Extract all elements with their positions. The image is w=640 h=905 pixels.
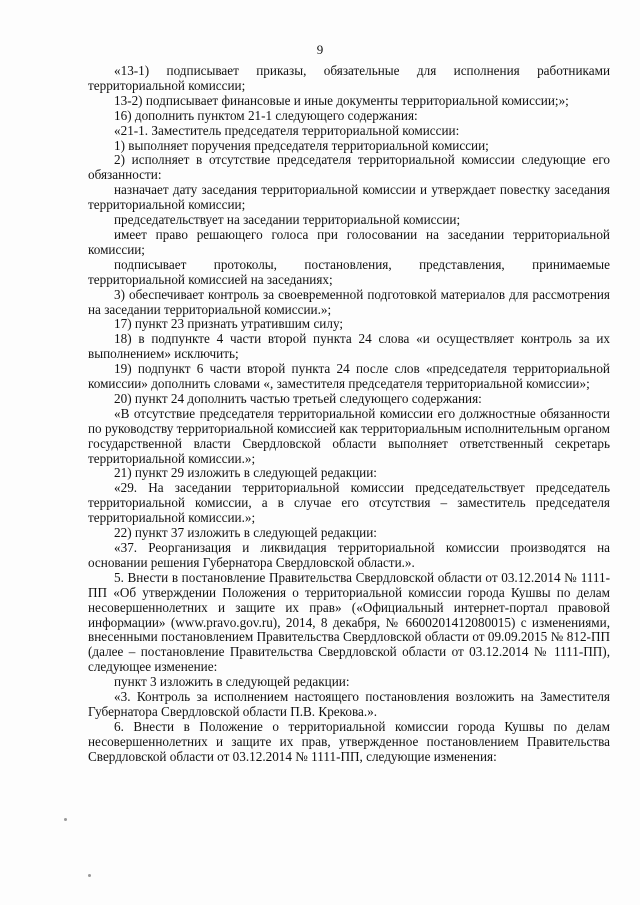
paragraph: 2) исполняет в отсутствие председателя территориальной комиссии следующие его обязанности: xyxy=(88,152,610,183)
paragraph: «29. На заседании территориальной комиссии председательствует председатель территориальной комиссии, а в случае его отсутствия – заместитель председателя территориальной комиссии.»; xyxy=(88,480,610,526)
paragraph: «13-1) подписывает приказы, обязательные для исполнения работниками территориальной комиссии; xyxy=(88,63,610,93)
paragraph: «37. Реорганизация и ликвидация территориальной комиссии производятся на основании решения Губернатора Свердловской области.». xyxy=(88,540,610,570)
paragraph: 1) выполняет поручения председателя территориальной комиссии; xyxy=(114,137,489,153)
paragraph: 17) пункт 23 признать утратившим силу; xyxy=(114,316,344,332)
paragraph: председательствует на заседании территориальной комиссии; xyxy=(114,212,461,228)
paragraph: назначает дату заседания территориальной комиссии и утверждает повестку заседания территориальной комиссии; xyxy=(88,182,610,213)
scan-artifact xyxy=(88,874,91,877)
paragraph: «3. Контроль за исполнением настоящего постановления возложить на Заместителя Губернатора Свердловской области П.В. Крекова.». xyxy=(88,689,610,719)
paragraph: 6. Внести в Положение о территориальной комиссии города Кушвы по делам несовершеннолетних и защите их прав, утвержденное постановлением Правительства Свердловской области от 03.12.2014 № 1111-ПП, следующие изменения: xyxy=(88,718,610,764)
page-number: 9 xyxy=(316,42,324,57)
paragraph: 3) обеспечивает контроль за своевременной подготовкой материалов для рассмотрения на заседании территориальной комиссии.»; xyxy=(88,286,610,317)
paragraph: 18) в подпункте 4 части второй пункта 24 слова «и осуществляет контроль за их выполнением» исключить; xyxy=(88,331,610,362)
paragraph: «21-1. Заместитель председателя территориальной комиссии: xyxy=(114,122,460,138)
paragraph: «В отсутствие председателя территориальной комиссии его должностные обязанности по руководству территориальной комиссией как территориальным исполнительным органом государственной власти Свердловской области выполняет ответственный секретарь территориальной комиссии.»; xyxy=(88,405,610,466)
paragraph: 13-2) подписывает финансовые и иные документы территориальной комиссии;»; xyxy=(114,92,569,108)
paragraph: 20) пункт 24 дополнить частью третьей следующего содержания: xyxy=(114,390,482,406)
paragraph: подписывает протоколы, постановления, представления, принимаемые территориальной комиссией на заседаниях; xyxy=(88,256,610,287)
paragraph: 22) пункт 37 изложить в следующей редакции: xyxy=(114,525,377,541)
paragraph: 19) подпункт 6 части второй пункта 24 после слов «председателя территориальной комиссии» дополнить словами «, заместителя председателя территориальной комиссии»; xyxy=(88,361,610,392)
document-body xyxy=(88,64,610,765)
paragraph: пункт 3 изложить в следующей редакции: xyxy=(114,674,350,690)
paragraph: 5. Внести в постановление Правительства Свердловской области от 03.12.2014 № 1111-ПП «Об утверждении Положения о территориальной комиссии города Кушвы по делам несовершеннолетних и защите их прав» («Официальный интернет-портал правовой информации» (www.pravo.gov.ru), 2014, 8 декабря, № 6600201412080015) с изменениями, внесенными постановлением Правительства Свердловской области от 09.09.2015 № 812-ПП (далее – постановление Правительства Свердловской области от 03.12.2014 № 1111-ПП), следующее изменение: xyxy=(88,569,610,675)
scan-artifact xyxy=(64,818,67,821)
paragraph: 21) пункт 29 изложить в следующей редакции: xyxy=(114,465,377,481)
paragraph: имеет право решающего голоса при голосовании на заседании территориальной комиссии; xyxy=(88,226,610,257)
paragraph: 16) дополнить пунктом 21-1 следующего содержания: xyxy=(114,107,418,123)
